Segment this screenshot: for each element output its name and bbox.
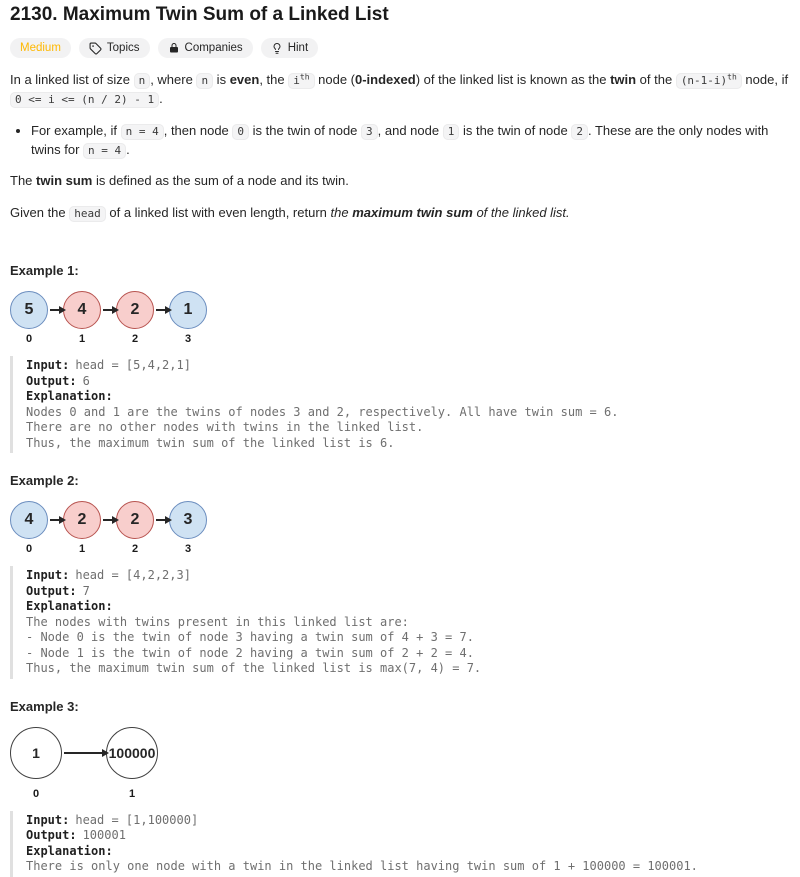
inline-code: n = 4	[121, 124, 164, 140]
hint-badge-label: Hint	[287, 42, 309, 54]
problem-statement	[10, 71, 790, 223]
companies-badge[interactable]	[158, 38, 253, 58]
explanation-line: There are no other nodes with twins in the linked list.	[26, 420, 424, 435]
output-line: Output: 7	[26, 583, 90, 598]
arrow-icon	[103, 519, 114, 521]
node-index: 3	[184, 543, 192, 556]
node-index: 3	[184, 333, 192, 346]
example-2-linked-list-diagram	[10, 501, 790, 555]
text-run: is the twin of node	[459, 122, 572, 138]
list-node	[63, 291, 101, 345]
example-1-io-block	[10, 356, 790, 453]
node-value: 1	[183, 301, 193, 319]
inline-code: 0 <= i <= (n / 2) - 1	[10, 92, 159, 108]
text-run: , where	[150, 72, 197, 87]
text-run: is the twin of node	[249, 122, 362, 138]
explanation-line: - Node 1 is the twin of node 2 having a twin sum of 2 + 2 = 4.	[26, 645, 474, 660]
list-node-circle	[116, 501, 154, 539]
bold-run: twin	[610, 72, 637, 87]
text-run: .	[126, 141, 130, 157]
lightbulb-icon	[271, 42, 283, 55]
text-run: ) of the linked list is known as the	[415, 72, 611, 87]
text-run: . These are the only nodes with twins for	[31, 122, 769, 157]
inline-code: $i^{th}$	[288, 73, 314, 89]
explanation-line: - Node 0 is the twin of node 3 having a twin sum of 4 + 3 = 7.	[26, 630, 474, 645]
node-value: 100000	[108, 744, 156, 761]
arrow-icon	[64, 752, 104, 754]
text-run: , the	[259, 72, 289, 87]
list-node-circle	[116, 291, 154, 329]
lock-icon	[168, 42, 180, 54]
explanation-label: Explanation:	[26, 843, 113, 858]
list-node-circle	[63, 291, 101, 329]
list-node	[10, 501, 48, 555]
list-node	[116, 501, 154, 555]
examples-section	[10, 263, 790, 877]
explanation-line: There is only one node with a twin in the linked list having twin sum of 1 + 100000 = 100001.	[26, 859, 698, 874]
text-run: , then node	[163, 122, 233, 138]
arrow-icon	[103, 309, 114, 311]
arrow-icon	[156, 519, 167, 521]
node-value: 3	[183, 511, 193, 529]
node-value: 2	[130, 511, 140, 529]
node-index: 1	[128, 787, 136, 800]
input-line: Input: head = [1,100000]	[26, 812, 199, 827]
node-value: 2	[130, 301, 140, 319]
node-index: 2	[131, 333, 139, 346]
explanation-line: Thus, the maximum twin sum of the linked list is max(7, 4) = 7.	[26, 661, 482, 676]
node-value: 4	[24, 511, 34, 529]
list-node	[10, 291, 48, 345]
inline-code: head	[69, 206, 106, 222]
node-index: 1	[78, 333, 86, 346]
list-node-circle	[10, 501, 48, 539]
explanation-line: Thus, the maximum twin sum of the linked list is 6.	[26, 435, 395, 450]
inline-code: 1	[443, 124, 460, 140]
bold-run: 0-indexed	[355, 72, 416, 87]
example-1-linked-list-diagram	[10, 291, 790, 345]
explanation-label: Explanation:	[26, 389, 113, 404]
output-line: Output: 100001	[26, 828, 126, 843]
input-line: Input: head = [4,2,2,3]	[26, 568, 191, 583]
text-run: node (	[314, 72, 355, 87]
node-value: 2	[77, 511, 87, 529]
bold-run: twin sum	[36, 173, 93, 189]
inline-code: 3	[361, 124, 378, 140]
inline-code: n = 4	[83, 143, 126, 159]
statement-paragraph-2	[10, 172, 790, 191]
italic-run: the	[330, 205, 353, 221]
output-line: Output: 6	[26, 373, 90, 388]
inline-code: n	[196, 73, 213, 89]
example-1	[10, 263, 790, 453]
list-node-circle	[10, 727, 62, 779]
node-index: 1	[78, 543, 86, 556]
list-node	[169, 291, 207, 345]
explanation-line: The nodes with twins present in this linked list are:	[26, 614, 409, 629]
example-3-linked-list-diagram	[10, 727, 790, 800]
example-3-heading: Example 3:	[10, 698, 79, 714]
italic-run: of the linked list.	[472, 205, 570, 221]
list-node	[116, 291, 154, 345]
inline-code: 0	[232, 124, 249, 140]
text-run: Given the	[10, 205, 70, 221]
text-run: of the	[636, 72, 676, 87]
node-index: 0	[25, 543, 33, 556]
problem-title: 2130. Maximum Twin Sum of a Linked List	[10, 4, 389, 25]
companies-badge-label: Companies	[184, 42, 243, 54]
input-line: Input: head = [5,4,2,1]	[26, 358, 191, 373]
bold-italic-run: maximum twin sum	[352, 205, 473, 221]
example-2-heading: Example 2:	[10, 473, 79, 489]
node-value: 1	[32, 744, 40, 761]
example-2	[10, 473, 790, 679]
text-run: is defined as the sum of a node and its twin.	[92, 173, 349, 189]
text-run: In a linked list of size	[10, 72, 134, 87]
example-1-heading: Example 1:	[10, 263, 79, 279]
difficulty-badge[interactable]: Medium	[10, 38, 71, 58]
text-run: .	[159, 90, 163, 106]
text-run: of a linked list with even length, return	[105, 205, 331, 221]
badge-row	[10, 38, 790, 58]
node-index: 2	[131, 543, 139, 556]
text-run: is	[213, 72, 230, 87]
example-3	[10, 699, 790, 877]
node-index: 0	[25, 333, 33, 346]
statement-bullet	[31, 122, 790, 160]
node-index: 0	[32, 787, 40, 800]
node-value: 5	[24, 301, 34, 319]
statement-bullet-list	[10, 122, 790, 160]
inline-code: $(n-1-i)^{th}$	[676, 73, 742, 89]
list-node	[63, 501, 101, 555]
list-node-circle	[169, 291, 207, 329]
hint-badge[interactable]	[261, 38, 318, 58]
explanation-label: Explanation:	[26, 599, 113, 614]
list-node	[169, 501, 207, 555]
text-run: node, if	[741, 72, 789, 87]
list-node	[106, 727, 158, 800]
bold-run: even	[229, 72, 260, 87]
statement-paragraph-1	[10, 71, 790, 109]
inline-code: 2	[571, 124, 588, 140]
topics-badge-label: Topics	[106, 42, 140, 54]
text-run: For example, if	[31, 122, 121, 138]
arrow-icon	[50, 309, 61, 311]
tag-icon	[89, 42, 102, 55]
topics-badge[interactable]	[79, 38, 150, 58]
text-run: The	[10, 173, 37, 189]
list-node-circle	[169, 501, 207, 539]
list-node-circle	[63, 501, 101, 539]
list-node-circle	[106, 727, 158, 779]
explanation-line: Nodes 0 and 1 are the twins of nodes 3 and 2, respectively. All have twin sum = 6.	[26, 404, 619, 419]
list-node	[10, 727, 62, 800]
node-value: 4	[77, 301, 87, 319]
inline-code: n	[134, 73, 151, 89]
statement-paragraph-3	[10, 204, 790, 223]
list-node-circle	[10, 291, 48, 329]
arrow-icon	[50, 519, 61, 521]
text-run: , and node	[377, 122, 443, 138]
arrow-icon	[156, 309, 167, 311]
example-3-io-block	[10, 811, 790, 877]
example-2-io-block	[10, 566, 790, 679]
